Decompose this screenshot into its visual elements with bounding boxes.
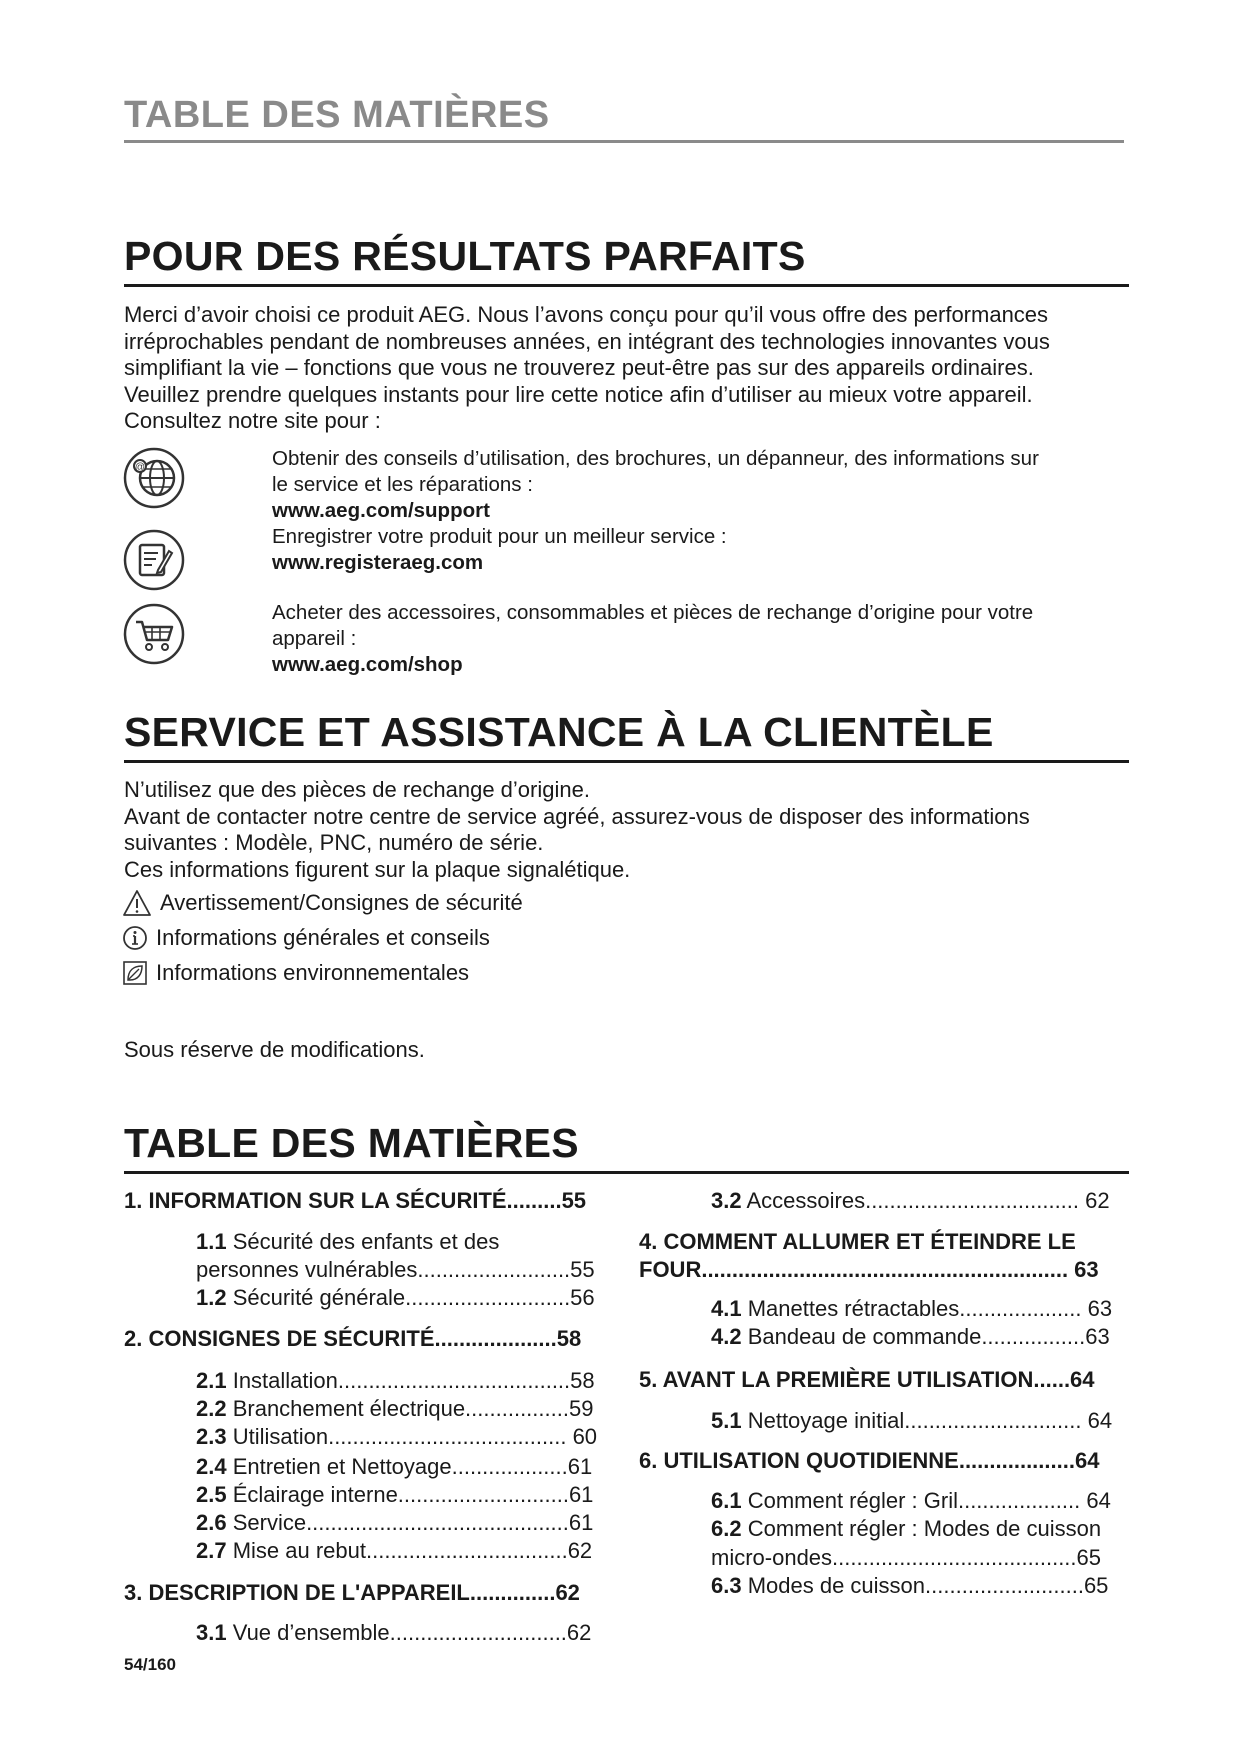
toc-entry-2-7[interactable] xyxy=(196,1538,592,1564)
toc-entry-1-1-cont[interactable]: personnes vulnérables.........................55 xyxy=(196,1257,595,1282)
toc-label: Vue d’ensemble.............................62 xyxy=(226,1620,592,1645)
intro-line: irréprochables pendant de nombreuses années, en intégrant des technologies innovantes vous xyxy=(124,328,1050,354)
toc-label: Comment régler : Gril.................... 64 xyxy=(741,1488,1111,1513)
toc-entry-5[interactable]: 5. AVANT LA PREMIÈRE UTILISATION......64 xyxy=(639,1367,1095,1392)
shop-description: Acheter des accessoires, consommables et pièces de rechange d’origine pour votre xyxy=(272,601,1034,624)
intro-paragraph xyxy=(124,302,1134,435)
toc-label: Manettes rétractables.................... 63 xyxy=(741,1296,1113,1321)
globe-icon xyxy=(122,446,186,510)
service-line: Avant de contacter notre centre de service agréé, assurez-vous de disposer des informations xyxy=(124,803,1030,829)
shop-description: appareil : xyxy=(272,627,357,650)
legend-environment xyxy=(122,960,469,986)
toc-entry-3-1[interactable] xyxy=(196,1620,591,1646)
toc-number: 2.1 xyxy=(196,1368,227,1393)
shopping-cart-icon xyxy=(122,602,186,666)
legend-label: Informations générales et conseils xyxy=(156,925,490,950)
toc-label: Branchement électrique.................59 xyxy=(226,1396,594,1421)
support-description: le service et les réparations : xyxy=(272,473,533,496)
legend-label: Informations environnementales xyxy=(156,960,470,985)
toc-label: Utilisation....................................... 60 xyxy=(226,1424,598,1449)
toc-label: Sécurité générale...........................56 xyxy=(226,1285,595,1310)
service-line: Ces informations figurent sur la plaque signalétique. xyxy=(124,856,631,882)
toc-entry-4-1[interactable] xyxy=(711,1296,1112,1322)
toc-entry-6-2-cont[interactable]: micro-ondes........................................65 xyxy=(711,1545,1102,1570)
toc-number: 5.1 xyxy=(711,1408,742,1433)
section-title-toc: TABLE DES MATIÈRES xyxy=(124,1120,579,1166)
support-links xyxy=(272,446,1122,576)
toc-number: 2.2 xyxy=(196,1396,227,1421)
toc-label: Modes de cuisson..........................65 xyxy=(741,1573,1109,1598)
toc-entry-2-1[interactable] xyxy=(196,1368,595,1394)
toc-number: 6.3 xyxy=(711,1573,742,1598)
toc-label: Service...........................................61 xyxy=(226,1510,594,1535)
toc-entry-1-1[interactable] xyxy=(196,1229,499,1255)
toc-number: 4.1 xyxy=(711,1296,742,1321)
warning-triangle-icon xyxy=(122,889,152,917)
register-form-icon xyxy=(122,528,186,592)
section-divider xyxy=(124,760,1129,763)
toc-number: 6.2 xyxy=(711,1516,742,1541)
toc-label: Entretien et Nettoyage...................61 xyxy=(226,1454,593,1479)
running-header-title: TABLE DES MATIÈRES xyxy=(124,94,550,136)
register-description: Enregistrer votre produit pour un meilleur service : xyxy=(272,525,727,548)
environment-leaf-icon xyxy=(122,960,148,986)
toc-number: 1.2 xyxy=(196,1285,227,1310)
service-line: N’utilisez que des pièces de rechange d’origine. xyxy=(124,777,590,802)
toc-label: Nettoyage initial............................. 64 xyxy=(741,1408,1113,1433)
intro-line: Consultez notre site pour : xyxy=(124,408,381,433)
toc-entry-1[interactable]: 1. INFORMATION SUR LA SÉCURITÉ.........55 xyxy=(124,1188,587,1213)
toc-entry-2-3[interactable] xyxy=(196,1424,597,1450)
section-divider xyxy=(124,1171,1129,1174)
toc-label: Sécurité des enfants et des xyxy=(226,1229,500,1254)
page-number: 54/160 xyxy=(124,1655,176,1674)
toc-label: Éclairage interne............................61 xyxy=(226,1482,594,1507)
support-description: Obtenir des conseils d’utilisation, des brochures, un dépanneur, des informations sur xyxy=(272,447,1039,470)
svg-text:@: @ xyxy=(134,462,146,473)
toc-entry-5-1[interactable] xyxy=(711,1408,1112,1434)
toc-number: 2.5 xyxy=(196,1482,227,1507)
shop-links xyxy=(272,600,1122,678)
toc-number: 4.2 xyxy=(711,1324,742,1349)
toc-entry-3[interactable]: 3. DESCRIPTION DE L'APPAREIL..............62 xyxy=(124,1580,580,1605)
toc-number: 1.1 xyxy=(196,1229,227,1254)
toc-entry-6[interactable]: 6. UTILISATION QUOTIDIENNE...................64 xyxy=(639,1448,1100,1473)
toc-entry-6-3[interactable] xyxy=(711,1573,1108,1599)
toc-label: Comment régler : Modes de cuisson xyxy=(741,1516,1102,1541)
service-paragraph xyxy=(124,777,1134,883)
toc-entry-4-cont[interactable]: FOUR............................................................ 63 xyxy=(639,1257,1099,1282)
toc-number: 2.6 xyxy=(196,1510,227,1535)
intro-line: Veuillez prendre quelques instants pour lire cette notice afin d’utiliser au mieux votre appareil. xyxy=(124,381,1033,407)
toc-label: Accessoires................................... 62 xyxy=(741,1188,1110,1213)
toc-entry-2[interactable]: 2. CONSIGNES DE SÉCURITÉ....................58 xyxy=(124,1326,582,1351)
support-link[interactable]: www.aeg.com/support xyxy=(272,499,490,522)
toc-number: 2.4 xyxy=(196,1454,227,1479)
shop-link[interactable]: www.aeg.com/shop xyxy=(272,653,463,676)
service-line: suivantes : Modèle, PNC, numéro de série. xyxy=(124,830,544,855)
section-title-results: POUR DES RÉSULTATS PARFAITS xyxy=(124,233,806,279)
toc-number: 2.7 xyxy=(196,1538,227,1563)
legend-warning xyxy=(122,889,523,917)
toc-entry-1-2[interactable] xyxy=(196,1285,595,1311)
register-link[interactable]: www.registeraeg.com xyxy=(272,551,484,574)
modification-note: Sous réserve de modifications. xyxy=(124,1037,425,1062)
toc-entry-6-2[interactable] xyxy=(711,1516,1101,1542)
toc-label: Mise au rebut.................................62 xyxy=(226,1538,593,1563)
toc-number: 3.2 xyxy=(711,1188,742,1213)
legend-info xyxy=(122,925,490,951)
toc-label: Installation......................................58 xyxy=(226,1368,595,1393)
toc-number: 6.1 xyxy=(711,1488,742,1513)
header-divider xyxy=(124,140,1124,143)
toc-entry-4[interactable]: 4. COMMENT ALLUMER ET ÉTEINDRE LE xyxy=(639,1229,1076,1254)
toc-label: Bandeau de commande.................63 xyxy=(741,1324,1110,1349)
toc-entry-2-6[interactable] xyxy=(196,1510,593,1536)
toc-entry-2-5[interactable] xyxy=(196,1482,593,1508)
intro-line: simplifiant la vie – fonctions que vous ne trouverez peut-être pas sur des appareils ordinaires. xyxy=(124,355,1034,380)
toc-entry-3-2[interactable] xyxy=(711,1188,1110,1214)
toc-entry-2-4[interactable] xyxy=(196,1454,592,1480)
section-title-service: SERVICE ET ASSISTANCE À LA CLIENTÈLE xyxy=(124,709,994,755)
toc-number: 2.3 xyxy=(196,1424,227,1449)
toc-entry-4-2[interactable] xyxy=(711,1324,1110,1350)
intro-line: Merci d’avoir choisi ce produit AEG. Nous l’avons conçu pour qu’il vous offre des performances xyxy=(124,302,1049,327)
toc-entry-6-1[interactable] xyxy=(711,1488,1111,1514)
section-divider xyxy=(124,284,1129,287)
info-icon xyxy=(122,925,148,951)
toc-entry-2-2[interactable] xyxy=(196,1396,593,1422)
toc-number: 3.1 xyxy=(196,1620,227,1645)
legend-label: Avertissement/Consignes de sécurité xyxy=(160,890,523,915)
